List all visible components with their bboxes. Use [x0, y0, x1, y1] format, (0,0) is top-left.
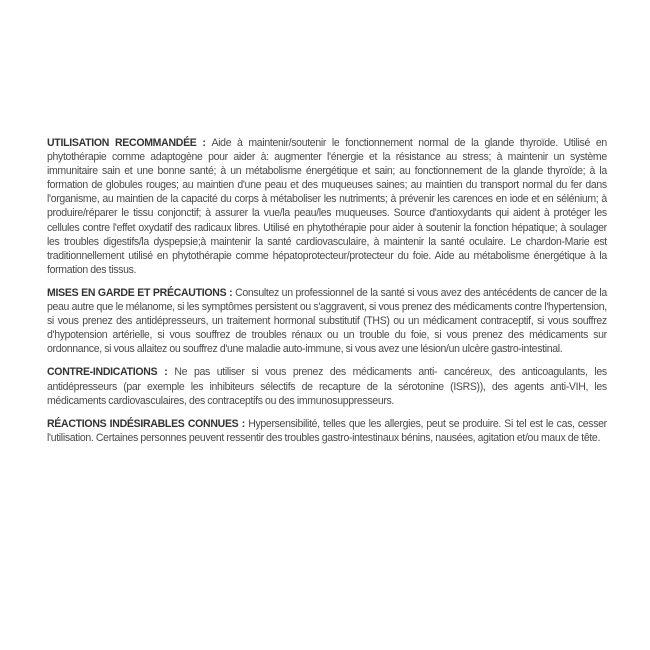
- product-label-text: [47, 136, 607, 454]
- section-adverse-reactions: [47, 417, 607, 445]
- section-body: Ne pas utiliser si vous prenez des médicaments anti- cancéreux, des anticoagulants, les antidépresseurs (par exemple les inhibiteurs sélectifs de recapture de la sérotonine (ISRS)), des agents anti-VIH, les médicaments cardiovasculaires, des contraceptifs ou des immunosuppresseurs.: [47, 366, 607, 407]
- section-recommended-use: [47, 136, 607, 277]
- section-heading: UTILISATION RECOMMANDÉE :: [47, 137, 212, 149]
- section-body: Hypersensibilité, telles que les allergies, peut se produire. Si tel est le cas, cesser l'utilisation. Certaines personnes peuvent ressentir des troubles gastro-intestinaux bénins, nausées, agitation et/ou maux de tête.: [47, 417, 607, 444]
- section-body: Aide à maintenir/soutenir le fonctionnement normal de la glande thyroïde. Utilisé en phytothérapie comme adaptogène pour aider à: augmenter l'énergie et la résistance au stress; à maintenir un système immunitaire sain et une bonne santé; à un métabolisme énergétique et sain; au fonctionnement de la glande thyroïde; à la formation de globules rouges; au maintien d'une peau et des muqueuses saines; au maintien du transport normal du fer dans l'organisme, au maintien de la capacité du corps à métaboliser les nutriments; à prévenir les carences en iode et en sélénium; à produire/réparer le tissu conjonctif; à assurer la vue/la peau/les muqueuses. Source d'antioxydants qui aident à protéger les cellules contre l'effet oxydatif des radicaux libres. Utilisé en phytothérapie pour aider à soutenir la fonction hépatique; à soulager les troubles digestifs/la dyspepsie;à maintenir la santé cardiovasculaire, à maintenir la santé oculaire. Le chardon-Marie est traditionnellement utilisé en phytothérapie comme hépatoprotecteur/protecteur du foie. Aide au métabolisme énergétique à la formation des tissus.: [47, 137, 607, 276]
- section-heading: CONTRE-INDICATIONS :: [47, 366, 175, 379]
- section-warnings: [47, 286, 607, 356]
- section-body: Consultez un professionnel de la santé si vous avez des antécédents de cancer de la peau autre que le mélanome, si les symptômes persistent ou s'aggravent, si vous prenez des médicaments contre l'hypertension, si vous prenez des antidépresseurs, un traitement hormonal substitutif (THS) ou un médicament contraceptif, si vous souffrez d'hypotension artérielle, si vous souffrez de troubles rénaux ou un trouble du foie, si vous prenez des médicaments sur ordonnance, si vous allaitez ou souffrez d'une maladie auto-immune, si vous avez une lésion/un ulcère gastro-intestinal.: [47, 286, 607, 356]
- section-heading: MISES EN GARDE ET PRÉCAUTIONS :: [47, 286, 236, 299]
- section-contraindications: [47, 365, 607, 407]
- section-heading: RÉACTIONS INDÉSIRABLES CONNUES :: [47, 417, 249, 430]
